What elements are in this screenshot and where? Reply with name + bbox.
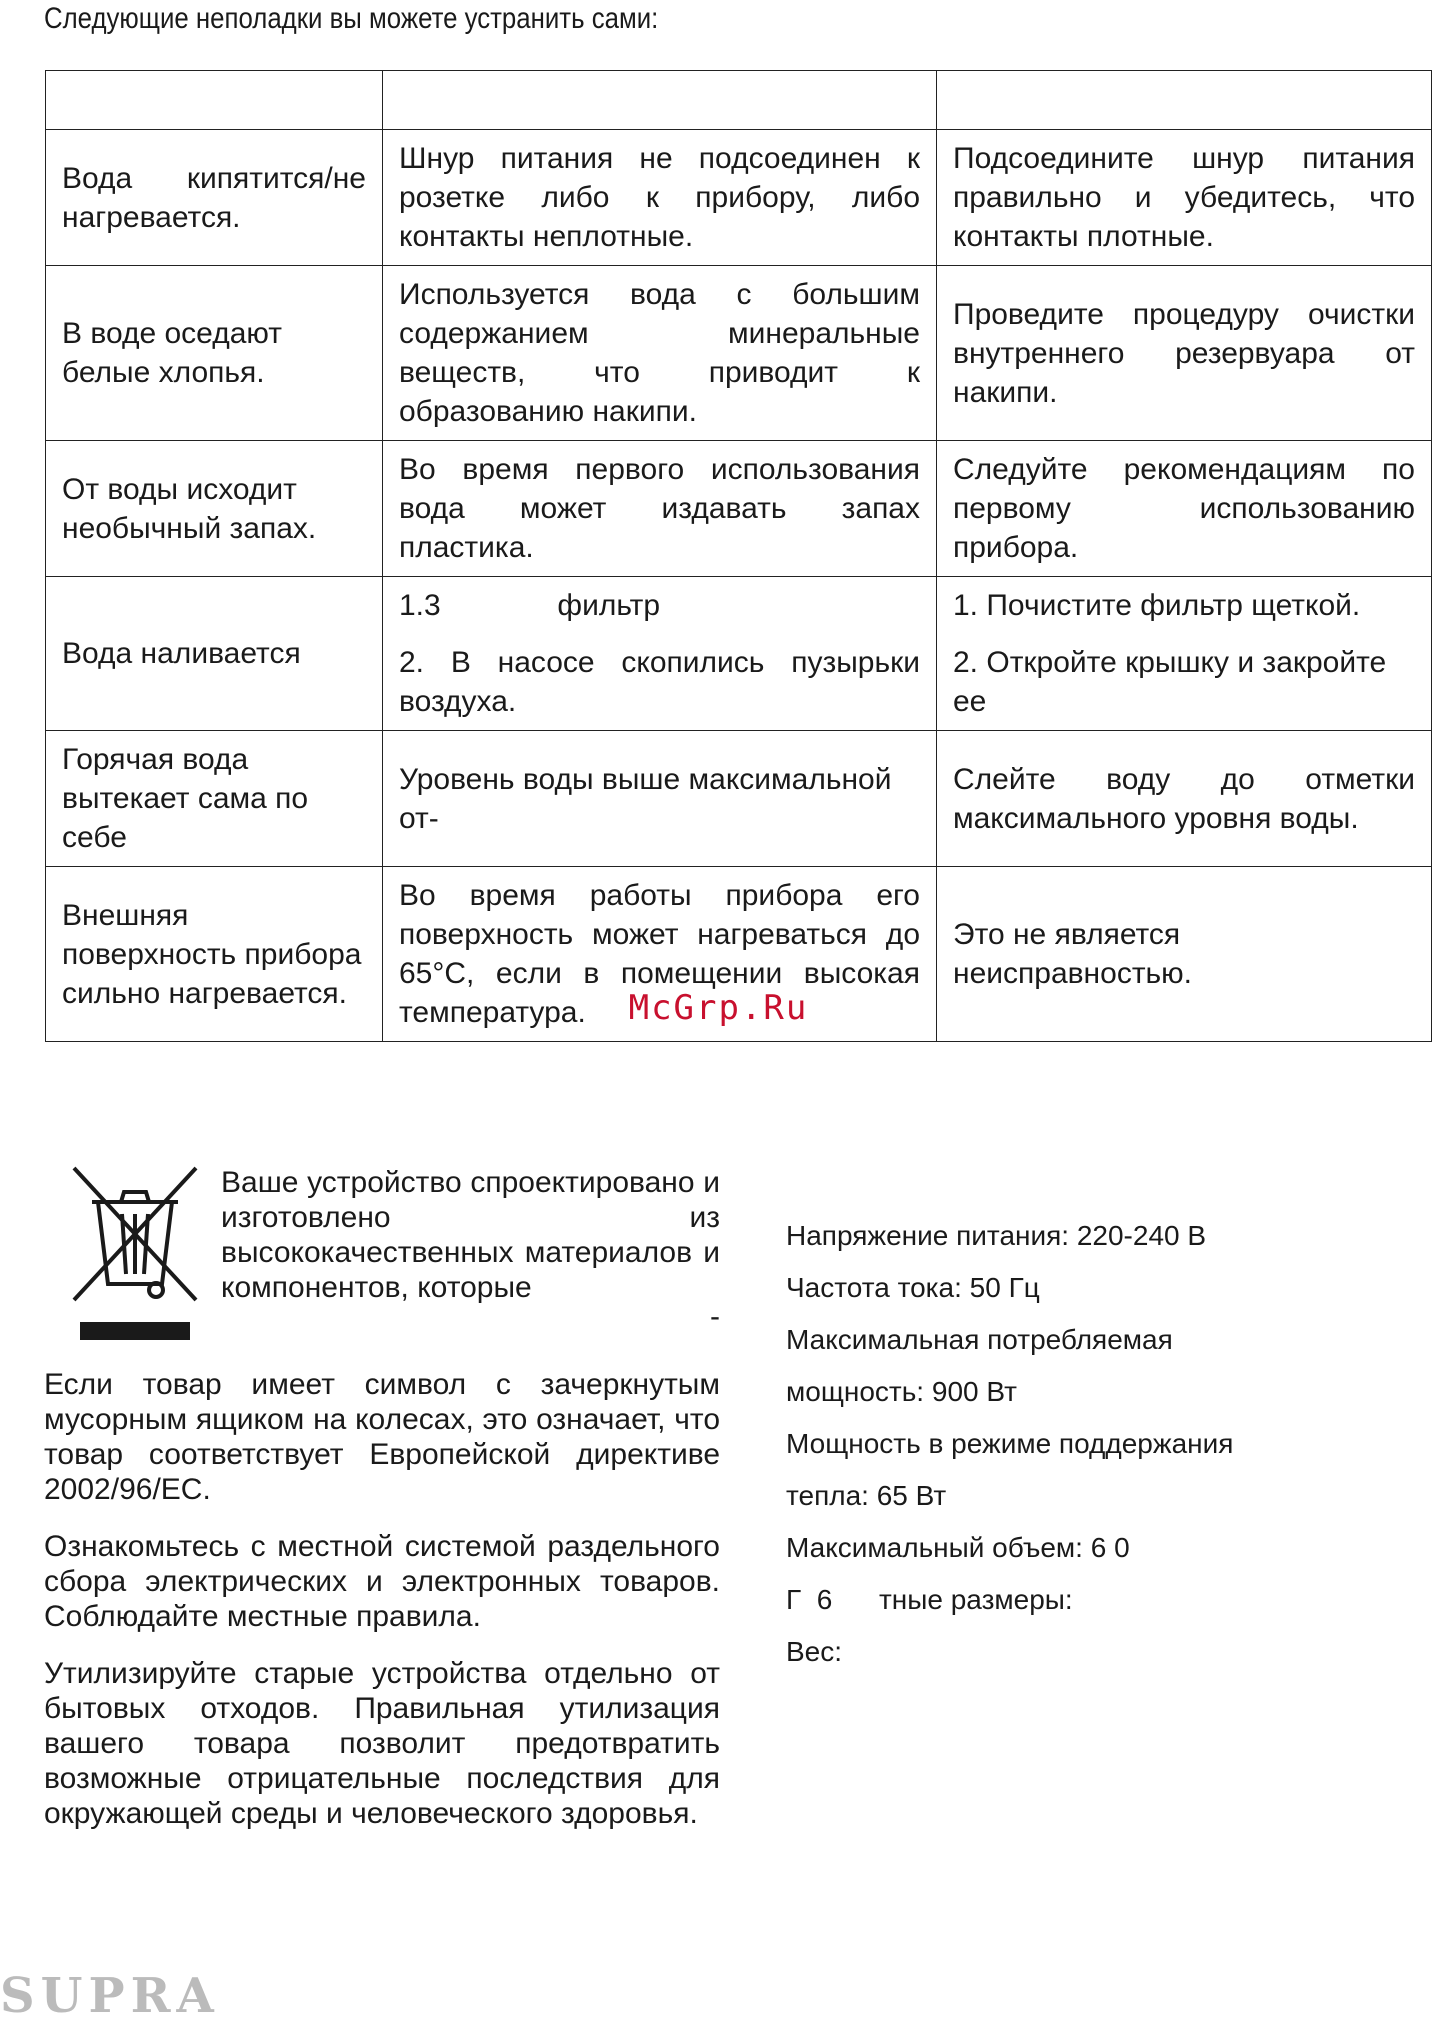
spec-volume: Максимальный объем: 6 0	[786, 1532, 1130, 1563]
spec-power-value: мощность: 900 Вт	[786, 1376, 1017, 1407]
disposal-section	[44, 1165, 720, 1831]
cause-text: 2. В насосе скопились пузырьки воздуха.	[399, 646, 920, 718]
disposal-paragraph: Утилизируйте старые устройства отдельно от бытовых отходов. Правильная утилизация вашего товара позволит предотвратить возможные отрицательные последствия для окружающей среды и человеческого здоровья.	[44, 1657, 720, 1830]
solution-text: 1. Почистите фильтр щеткой.	[953, 589, 1361, 622]
table-row	[46, 577, 1432, 731]
cause-cell	[383, 577, 937, 731]
solution-text: Подсоедините шнур питания правильно и убедитесь, что контакты плотные.	[953, 142, 1415, 253]
spec-weight: Вес:	[786, 1636, 843, 1667]
spec-frequency: Частота тока: 50 Гц	[786, 1272, 1040, 1303]
cause-text: Во время работы прибора его поверхность может нагреваться до 65°С, если в помещении высокая температура.	[399, 879, 920, 1029]
problem-text: Вода наливается	[62, 637, 301, 670]
solution-text: Проведите процедуру очистки внутреннего резервуара от накипи.	[953, 297, 1415, 409]
table-row	[46, 441, 1432, 577]
cause-cell	[383, 441, 937, 577]
spec-keepwarm-value: тепла: 65 Вт	[786, 1480, 947, 1511]
disposal-intro: Ваше устройство спроектировано и изготовлено из высококачественных материалов и компонентов, которые	[221, 1166, 720, 1304]
cause-cell	[383, 266, 937, 441]
cause-text: Во время первого использования вода может издавать запах пластика.	[399, 453, 920, 564]
table-header-row	[46, 71, 1432, 130]
solution-text: Это не является неисправностью.	[953, 918, 1193, 990]
problem-text: Вода кипятится/не нагревается.	[62, 161, 366, 234]
problem-text: Горячая вода вытекает сама по себе	[62, 743, 309, 854]
problem-cell	[46, 130, 383, 266]
table-row	[46, 130, 1432, 266]
problem-text: От воды исходит необычный запах.	[62, 472, 317, 545]
problem-text: Внешняя поверхность прибора сильно нагревается.	[62, 898, 362, 1010]
problem-cell	[46, 441, 383, 577]
problem-cell	[46, 266, 383, 441]
header-cell-problem	[46, 71, 383, 130]
solution-cell	[937, 577, 1432, 731]
solution-cell	[937, 130, 1432, 266]
disposal-paragraph: Ознакомьтесь с местной системой раздельного сбора электрических и электронных товаров. Соблюдайте местные правила.	[44, 1530, 720, 1633]
cause-text: Уровень воды выше максимальной от-	[399, 762, 892, 835]
solution-cell	[937, 731, 1432, 867]
solution-text: Следуйте рекомендациям по первому использованию прибора.	[953, 453, 1415, 564]
problem-cell	[46, 731, 383, 867]
spec-dimensions: Г 6 тные размеры:	[786, 1584, 1073, 1615]
solution-cell	[937, 266, 1432, 441]
header-cell-solution	[937, 71, 1432, 130]
solution-cell	[937, 441, 1432, 577]
table-row	[46, 266, 1432, 441]
spec-power-label: Максимальная потребляемая	[786, 1324, 1173, 1355]
specifications	[786, 1210, 1346, 1678]
cause-text: Шнур питания не подсоединен к розетке либо к прибору, либо контакты неплотные.	[399, 142, 920, 253]
cause-cell	[383, 130, 937, 266]
brand-logo: SUPRA	[0, 1968, 220, 2024]
disposal-paragraph: Если товар имеет символ с зачеркнутым мусорным ящиком на колесах, это означает, что товар соответствует Европейской директиве 2002/96/ЕС.	[44, 1368, 720, 1506]
solution-text: 2. Откройте крышку и закройте ее	[953, 646, 1387, 718]
watermark: McGrp.Ru	[628, 988, 809, 1028]
cause-text: Используется вода с большим содержанием минеральные веществ, что приводит к образованию накипи.	[399, 278, 920, 428]
spec-voltage: Напряжение питания: 220-240 В	[786, 1220, 1207, 1251]
problem-cell	[46, 577, 383, 731]
problem-text: В воде оседают белые хлопья.	[62, 317, 282, 389]
disposal-dash: -	[710, 1300, 720, 1333]
table-row	[46, 731, 1432, 867]
intro-text: Следующие неполадки вы можете устранить сами:	[44, 2, 659, 35]
header-cell-cause	[383, 71, 937, 130]
cause-text: 1.3 фильтр	[399, 589, 661, 622]
troubleshooting-table	[45, 70, 1432, 1042]
solution-text: Слейте воду до отметки максимального уровня воды.	[953, 762, 1415, 835]
cause-cell	[383, 731, 937, 867]
spec-keepwarm-label: Мощность в режиме поддержания	[786, 1428, 1234, 1459]
